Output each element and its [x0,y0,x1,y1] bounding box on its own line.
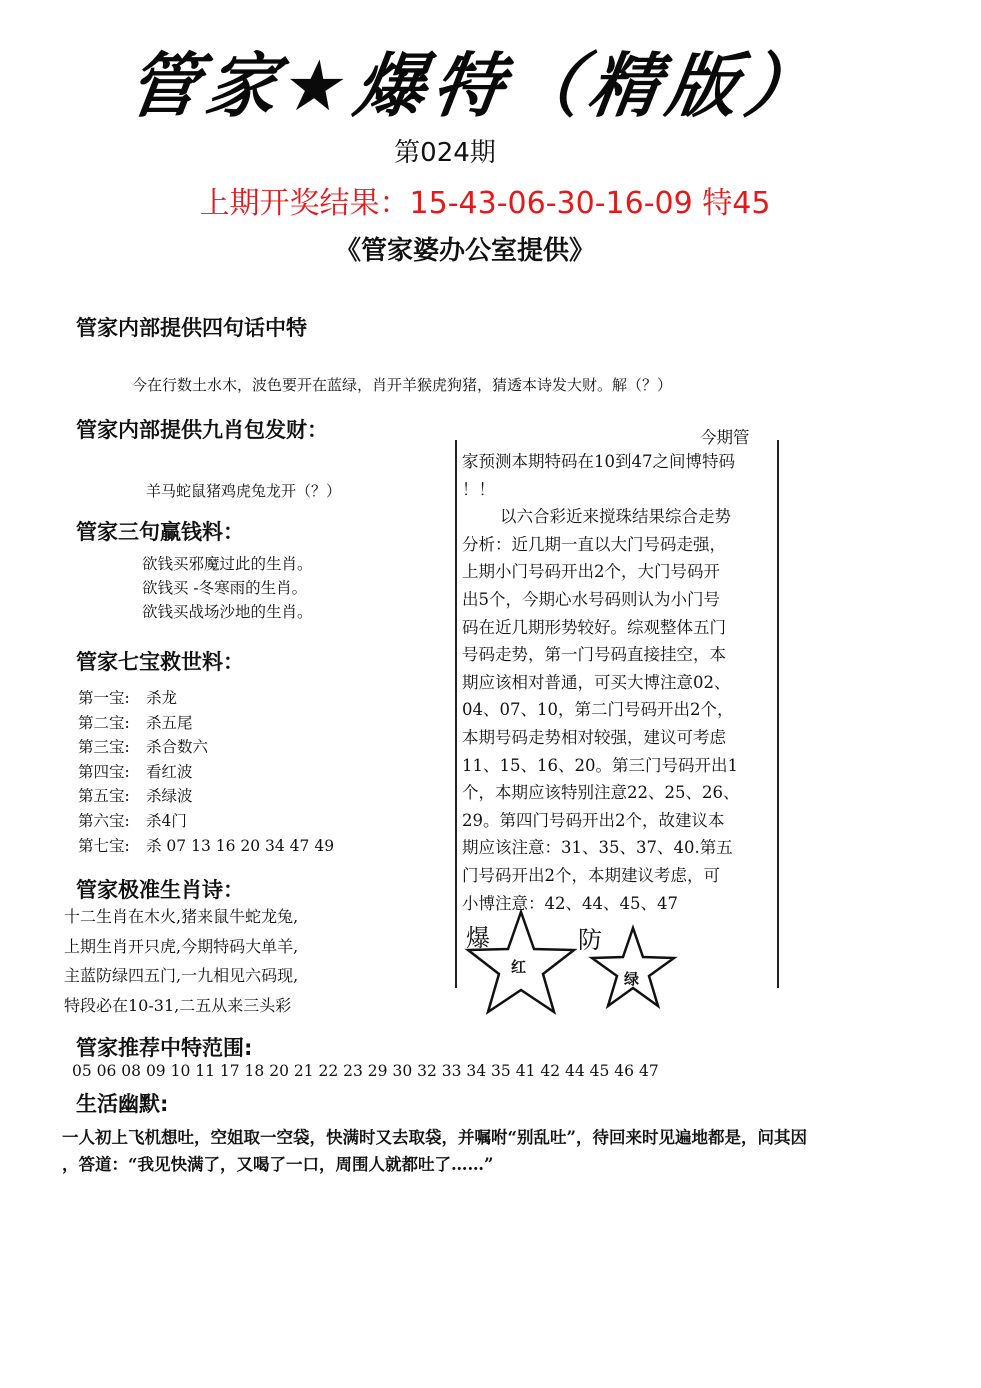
prediction-line: 个，本期应该特别注意22、25、26、 [462,783,740,803]
seven-treasures-list [78,686,334,858]
humor-heading: 生活幽默: [76,1092,169,1116]
poem-lines [64,902,298,1020]
issue-number: 第024期 [394,138,496,168]
treasure-value: 杀合数六 [146,738,209,757]
provider-line: 《管家婆办公室提供》 [334,236,595,266]
treasure-item [78,784,334,809]
prediction-line: 号码走势，第一门号码直接挂空，本 [462,645,726,665]
prediction-line: 11、15、16、20。第三门号码开出1 [462,755,738,775]
prediction-line: 期应该注意：31、35、37、40.第五 [462,838,733,858]
humor-text [62,1124,807,1178]
poem-line: 特段必在10-31,二五从来三头彩 [64,995,292,1015]
right-star-label: 防 [578,926,602,954]
seven-treasures-heading: 管家七宝救世料： [76,650,244,674]
treasure-item [78,834,334,859]
three-sentences-heading: 管家三句赢钱料： [76,520,244,544]
treasure-key: 第一宝: [78,689,130,707]
riddle-line: 欲钱买邪魔过此的生肖。 [142,555,313,573]
four-lines-heading: 管家内部提供四句话中特 [76,316,307,340]
treasure-key: 第五宝: [78,787,130,806]
riddle-line: 欲钱买战场沙地的生肖。 [142,603,313,621]
three-sentences-list [142,552,313,624]
treasure-value: 看红波 [146,762,193,781]
treasure-key: 第二宝: [78,713,130,732]
page-title: 管家★爆特（精版） [122,45,829,127]
prediction-line: 04、07、10，第二门号码开出2个， [462,700,734,720]
prediction-line: 今期管 [700,428,750,447]
treasure-key: 第三宝: [78,738,130,757]
last-draw-result: 上期开奖结果：15-43-06-30-16-09 特45 [199,186,771,221]
nine-zodiac-text: 羊马蛇鼠猪鸡虎兔龙开（？） [146,482,342,500]
prediction-text [462,448,740,917]
recommend-numbers: 05 06 08 09 10 11 17 18 20 21 22 23 29 30 32 33 34 35 41 42 44 45 46 47 [72,1062,659,1080]
prediction-line: 期应该相对普通，可买大博注意02、 [462,672,731,692]
treasure-item [78,686,334,711]
poem-line: 主蓝防绿四五门,一九相见六码现, [64,966,299,985]
prediction-line: ！！ [462,479,495,499]
treasure-value: 杀龙 [146,689,178,707]
riddle-line: 欲钱买 -冬寒雨的生肖。 [142,579,308,597]
prediction-line: 码在近几期形势较好。综观整体五门 [462,617,726,637]
prediction-line: 分析：近几期一直以大门号码走强， [462,534,726,554]
treasure-value: 杀五尾 [146,713,193,732]
treasure-item [78,711,334,736]
treasure-item [78,760,334,785]
treasure-item [78,809,334,834]
prediction-line: 门号码开出2个，本期建议考虑，可 [462,865,720,885]
treasure-value: 杀4门 [146,811,187,830]
treasure-value: 杀绿波 [146,787,193,806]
nine-zodiac-heading: 管家内部提供九肖包发财： [76,418,328,442]
poem-heading: 管家极准生肖诗： [76,878,244,902]
treasure-value: 杀 07 13 16 20 34 47 49 [146,836,335,855]
recommend-heading: 管家推荐中特范围: [76,1036,253,1060]
prediction-line: 上期小门号码开出2个，大门号码开 [462,562,720,582]
prediction-line: 出5个，今期心水号码则认为小门号 [462,589,720,609]
treasure-item [78,735,334,760]
joke-line: 一人初上飞机想吐，空姐取一空袋，快满时又去取袋，并嘱咐“别乱吐”，待回来时见遍地都是，问其因 [62,1128,807,1147]
four-lines-text: 今在行数土水木，波色要开在蓝绿，肖开羊猴虎狗猪，猜透本诗发大财。解（？） [132,376,673,394]
poem-line: 上期生肖开只虎,今期特码大单羊, [64,936,299,956]
left-star-center: 红 [511,958,527,976]
poem-line: 十二生肖在木火,猪来鼠牛蛇龙兔, [64,907,299,926]
prediction-line: 29。第四门号码开出2个，故建议本 [462,810,725,830]
prediction-line: 以六合彩近来搅珠结果综合走势 [500,507,731,527]
joke-line: ，答道：“我见快满了，又喝了一口，周围人就都吐了……” [62,1155,494,1174]
treasure-key: 第六宝: [78,811,130,830]
prediction-line: 小博注意：42、44、45、47 [462,893,678,913]
prediction-line: 家预测本期特码在10到47之间博特码 [462,452,735,471]
right-star-icon [592,928,674,1006]
treasure-key: 第七宝: [78,836,130,855]
left-star-label: 爆 [466,924,490,952]
treasure-key: 第四宝: [78,762,130,781]
right-star-center: 绿 [624,970,640,988]
prediction-line: 本期号码走势相对较强，建议可考虑 [462,727,726,747]
